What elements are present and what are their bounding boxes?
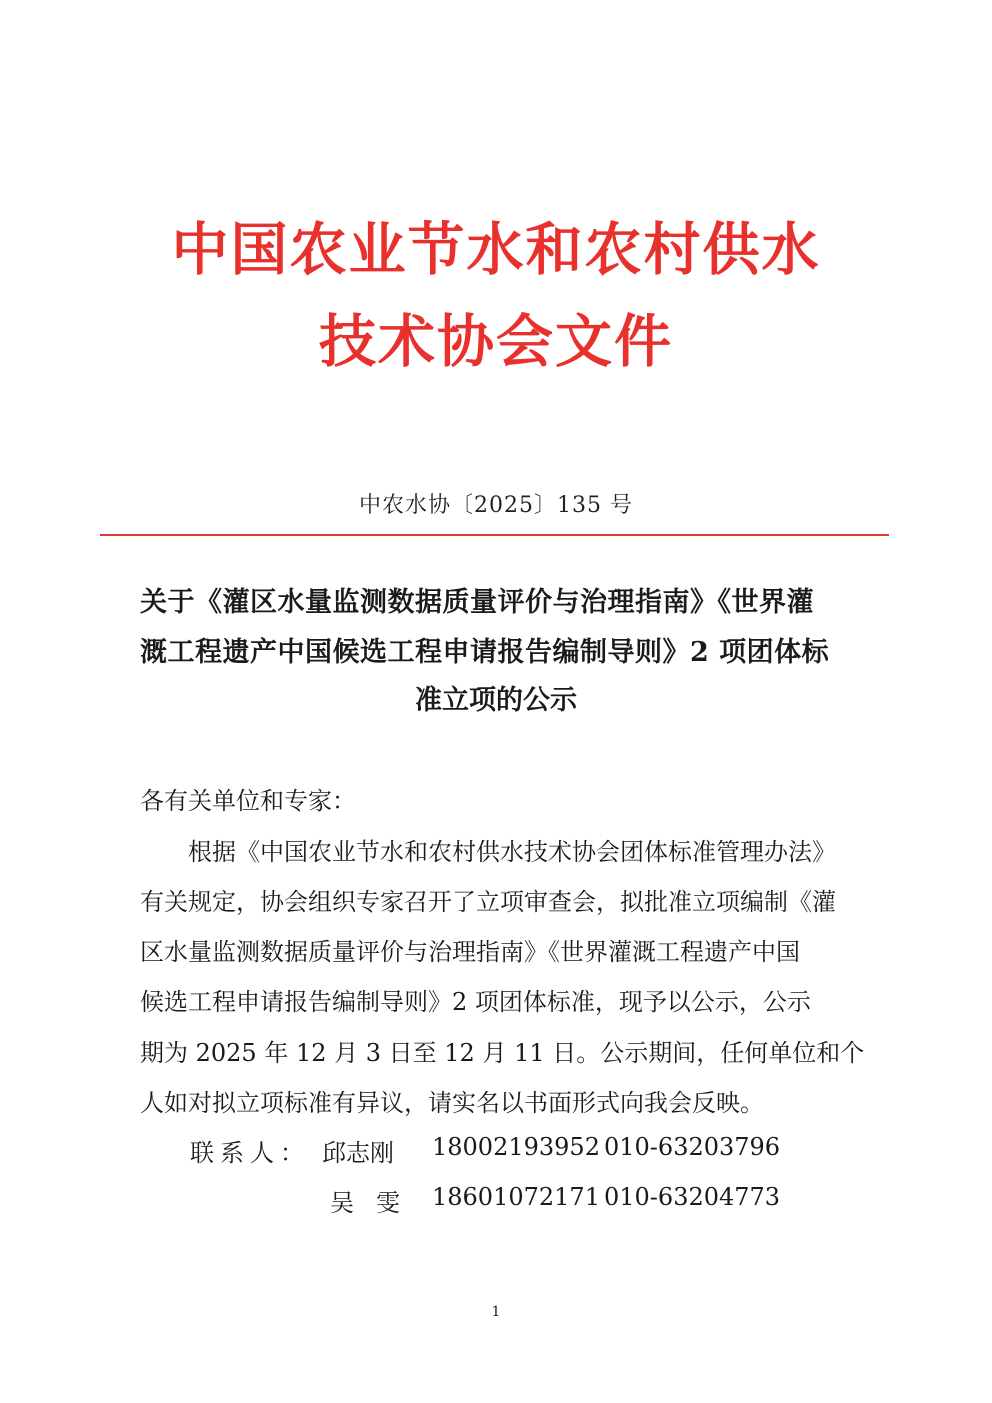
notice-title-line-1: 关于《灌区水量监测数据质量评价与治理指南》《世界灌 bbox=[140, 587, 814, 618]
contact-name: 吴雯 bbox=[330, 1189, 422, 1217]
body-line: 期为 2025 年 12 月 3 日至 12 月 11 日。公示期间，任何单位和个 bbox=[140, 1039, 865, 1067]
body-line: 根据《中国农业节水和农村供水技术协会团体标准管理办法》 bbox=[188, 838, 836, 866]
contact-label: 联系人： bbox=[190, 1139, 310, 1167]
contact-name: 邱志刚 bbox=[322, 1139, 394, 1167]
document-header-line-2: 技术协会文件 bbox=[319, 308, 673, 375]
salutation: 各有关单位和专家： bbox=[140, 787, 356, 815]
contact-tel: 010-63204773 bbox=[604, 1183, 781, 1211]
notice-title-line-3: 准立项的公示 bbox=[415, 685, 577, 716]
body-line: 区水量监测数据质量评价与治理指南》《世界灌溉工程遗产中国 bbox=[140, 938, 800, 966]
document-header-line-1: 中国农业节水和农村供水 bbox=[171, 216, 821, 283]
document-number: 中农水协〔2025〕135 号 bbox=[359, 493, 633, 518]
page-number: 1 bbox=[491, 1304, 501, 1320]
contact-tel: 010-63203796 bbox=[604, 1133, 781, 1161]
contact-mobile: 18002193952 bbox=[432, 1133, 600, 1161]
notice-title-line-2: 溉工程遗产中国候选工程申请报告编制导则》2 项团体标 bbox=[140, 637, 830, 668]
body-line: 人如对拟立项标准有异议，请实名以书面形式向我会反映。 bbox=[140, 1089, 764, 1117]
red-divider bbox=[100, 534, 889, 536]
body-line: 有关规定，协会组织专家召开了立项审查会，拟批准立项编制《灌 bbox=[140, 888, 836, 916]
contact-mobile: 18601072171 bbox=[432, 1183, 600, 1211]
body-line: 候选工程申请报告编制导则》2 项团体标准，现予以公示，公示 bbox=[140, 988, 811, 1016]
